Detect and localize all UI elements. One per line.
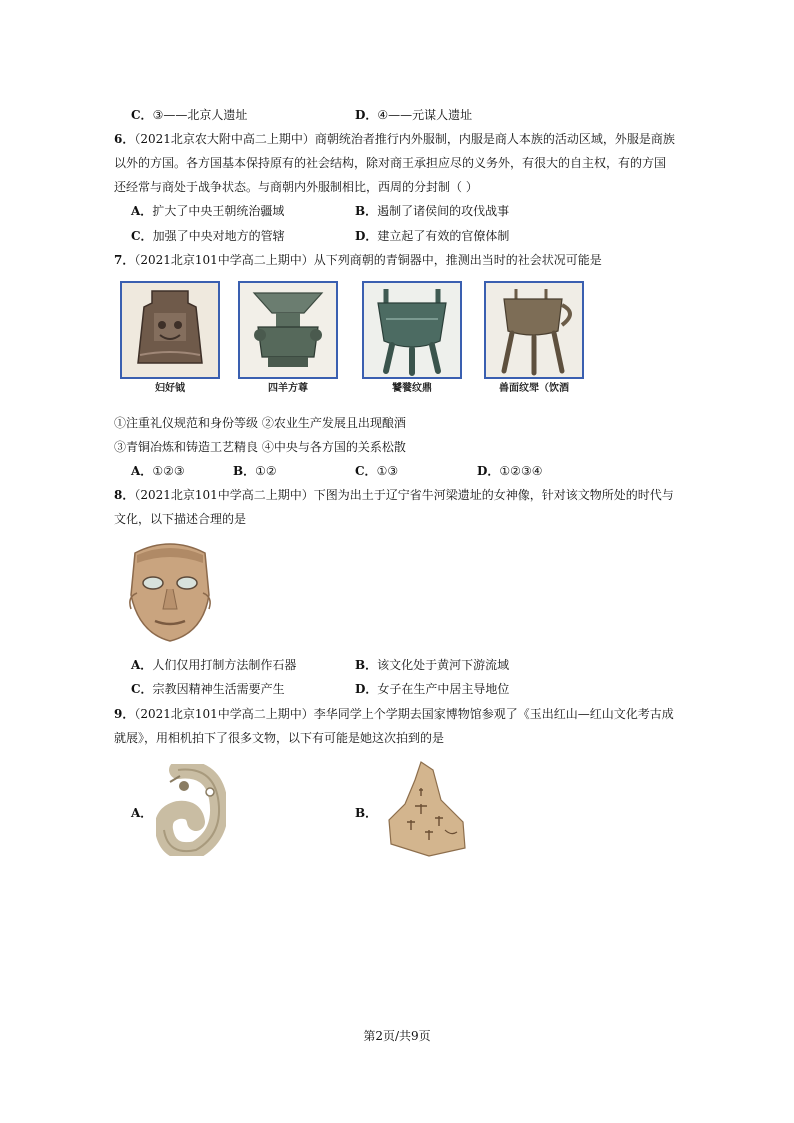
option-key: C． (131, 682, 153, 696)
ding-cauldron-icon (364, 283, 460, 377)
q9-option-b-image[interactable] (385, 760, 469, 858)
q6-stem-line-2: 以外的方国。各方国基本保持原有的社会结构，除对商王承担应尽的义务外，有很大的自主权，有的方国 (114, 156, 667, 170)
option-text: 女子在生产中居主导地位 (377, 682, 510, 696)
option-text: 加强了中央对地方的管辖 (152, 229, 285, 243)
option-key: B． (233, 464, 256, 478)
q6-option-c[interactable] (131, 228, 285, 244)
option-text: ①②③④ (499, 464, 543, 478)
caption-siyang-fangzun: 四羊方尊 (268, 383, 308, 394)
caption-fuhao-yue: 妇好钺 (155, 383, 185, 394)
option-key: B． (355, 806, 378, 820)
q9-option-a[interactable] (131, 805, 152, 821)
q7-statement-2: ③青铜冶炼和铸造工艺精良 ④中央与各方国的关系松散 (114, 440, 406, 454)
question-number: 9． (114, 707, 135, 721)
yue-axe-icon (122, 283, 218, 377)
q8-option-a[interactable] (131, 657, 296, 673)
q9-option-a-image[interactable] (156, 764, 226, 856)
q9-option-b[interactable] (355, 805, 377, 821)
q7-stem (114, 252, 602, 268)
page-footer: 第2页/共9页 (363, 1029, 431, 1043)
option-key: D． (355, 108, 378, 122)
option-key: A． (131, 658, 153, 672)
q7-statement-1: ①注重礼仪规范和身份等级 ②农业生产发展且出现酿酒 (114, 416, 406, 430)
option-key: C． (355, 464, 377, 478)
q8-stem-line-1 (114, 487, 674, 503)
question-number: 7． (114, 253, 135, 267)
option-key: A． (131, 204, 153, 218)
option-key: C． (131, 108, 153, 122)
goddess-statue-icon (117, 537, 223, 645)
option-key: B． (355, 204, 378, 218)
q7-option-d[interactable] (477, 463, 542, 479)
q6-stem-line-3: 还经常与商处于战争状态。与商朝内外服制相比，西周的分封制（ ） (114, 180, 478, 194)
question-number: 6． (114, 132, 135, 146)
option-key: D． (355, 682, 378, 696)
jia-wine-vessel-icon (486, 283, 582, 377)
option-text: 宗教因精神生活需要产生 (152, 682, 285, 696)
q8-option-c[interactable] (131, 681, 285, 697)
q9-stem-line-1 (114, 706, 674, 722)
q7-option-c[interactable] (355, 463, 398, 479)
option-text: 该文化处于黄河下游流域 (377, 658, 510, 672)
option-text: ①③ (376, 464, 399, 478)
q8-option-d[interactable] (355, 681, 509, 697)
photo-taotie-ding (362, 281, 462, 379)
q6-option-a[interactable] (131, 203, 284, 219)
option-key: A． (131, 464, 153, 478)
q7-option-a[interactable] (131, 463, 185, 479)
q8-option-b[interactable] (355, 657, 509, 673)
option-text: ①②③ (152, 464, 185, 478)
option-key: C． (131, 229, 153, 243)
question-number: 8． (114, 488, 135, 502)
option-text: ③——北京人遗址 (152, 108, 248, 122)
q5-option-d[interactable] (355, 107, 472, 123)
option-key: A． (131, 806, 153, 820)
caption-shoumian-jia: 兽面纹斝（饮酒 (499, 383, 569, 394)
stem-text: （2021北京101中学高二上期中）下图为出土于辽宁省牛河梁遗址的女神像，针对该文物所处的时代与 (134, 488, 674, 502)
option-key: D． (477, 464, 500, 478)
option-text: 扩大了中央王朝统治疆域 (152, 204, 285, 218)
goddess-head-photo (117, 537, 223, 645)
q9-stem-line-2: 就展》，用相机拍下了很多文物，以下有可能是她这次拍到的是 (114, 731, 445, 745)
option-key: D． (355, 229, 378, 243)
q5-option-c[interactable] (131, 107, 247, 123)
jade-pig-dragon-icon (156, 764, 226, 856)
photo-shoumian-jia (484, 281, 584, 379)
photo-siyang-fangzun (238, 281, 338, 379)
option-text: ①② (255, 464, 277, 478)
q6-stem-line-1 (114, 131, 675, 147)
square-zun-vessel-icon (240, 283, 336, 377)
q8-stem-line-2: 文化，以下描述合理的是 (114, 512, 247, 526)
stem-text: （2021北京101中学高二上期中）李华同学上个学期去国家博物馆参观了《玉出红山—红山文化考古成 (134, 707, 674, 721)
option-text: 人们仅用打制方法制作石器 (152, 658, 297, 672)
option-key: B． (355, 658, 378, 672)
stem-text: （2021北京101中学高二上期中）从下列商朝的青铜器中，推测出当时的社会状况可能是 (134, 253, 602, 267)
q6-option-b[interactable] (355, 203, 509, 219)
stem-text: （2021北京农大附中高二上期中）商朝统治者推行内外服制，内服是商人本族的活动区域，外服是商族 (134, 132, 675, 146)
q7-option-b[interactable] (233, 463, 277, 479)
option-text: 遏制了诸侯间的攻伐战事 (377, 204, 510, 218)
oracle-bone-icon (385, 760, 469, 858)
option-text: ④——元谋人遗址 (377, 108, 473, 122)
option-text: 建立起了有效的官僚体制 (377, 229, 510, 243)
photo-fuhao-yue (120, 281, 220, 379)
q6-option-d[interactable] (355, 228, 509, 244)
caption-taotie-ding: 饕餮纹鼎 (392, 383, 432, 394)
